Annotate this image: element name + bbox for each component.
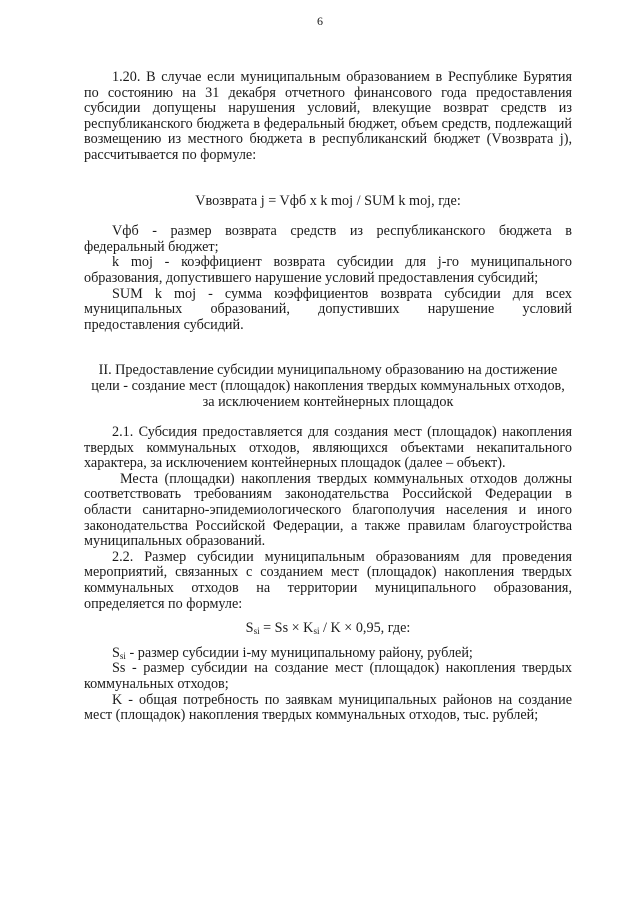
formula-eq: = Ss × K: [259, 620, 314, 637]
formula-s-subscript: si: [253, 626, 260, 637]
paragraph-1-20: 1.20. В случае если муниципальным образованием в Республике Бурятия по состоянию на 31 декабря отчетного финансового года предоставления субсидии допущены нарушения условий, влекущие возврат средств из республиканского бюджета в федеральный бюджет, объем средств, подлежащий возмещению из местного бюджета в республиканский бюджет (Vвозврата j), рассчитывается по формуле:: [84, 69, 572, 163]
formula-subsidy: [84, 621, 572, 637]
definition-ssi-text: - размер субсидии i-му муниципальному району, рублей;: [125, 644, 473, 661]
definition-sum-kmoj: SUM k moj - сумма коэффициентов возврата субсидии для всех муниципальных образований, допустивших нарушение условий предоставления субсидий.: [84, 285, 572, 333]
definition-ss: Ss - размер субсидии на создание мест (площадок) накопления твердых коммунальных отходов;: [84, 660, 572, 692]
definition-ssi-subscript: si: [119, 650, 126, 661]
paragraph-2-1: 2.1. Субсидия предоставляется для создания мест (площадок) накопления твердых коммунальных отходов, являющихся объектами некапитального характера, за исключением контейнерных площадок (далее – объект).: [84, 424, 572, 472]
formula-s: S: [245, 620, 254, 637]
formula-rest: / K × 0,95, где:: [319, 620, 411, 637]
definition-kmoj: k moj - коэффициент возврата субсидии для j-го муниципального образования, допустившего нарушение условий предоставления субсидий;: [84, 254, 572, 286]
definition-k: K - общая потребность по заявкам муниципальных районов на создание мест (площадок) накопления твердых коммунальных отходов, тыс. рублей;: [84, 691, 572, 724]
definition-ssi: [84, 646, 572, 662]
document-body: [84, 70, 572, 724]
definition-ssi-s: S: [112, 644, 120, 661]
definition-vfb: Vфб - размер возврата средств из республиканского бюджета в федеральный бюджет;: [84, 223, 572, 255]
paragraph-places: Места (площадки) накопления твердых коммунальных отходов должны соответствовать требованиям законодательства Российской Федерации в области санитарно-эпидемиологического благополучия населения и иного законодательства Российской Федерации, а также правилам благоустройства муниципальных образований.: [84, 470, 572, 550]
formula-k-subscript: si: [313, 626, 320, 637]
formula-return: Vвозврата j = Vфб x k moj / SUM k moj, где:: [195, 192, 461, 209]
page-number: 6: [317, 14, 323, 28]
paragraph-2-2: 2.2. Размер субсидии муниципальным образованиям для проведения мероприятий, связанных с созданием мест (площадок) накопления твердых коммунальных отходов на территории муниципального образования, определяется по формуле:: [84, 548, 572, 612]
section-2-heading: II. Предоставление субсидии муниципальному образованию на достижение цели - создание мест (площадок) накопления твердых коммунальных отходов, за исключением контейнерных площадок: [91, 362, 565, 410]
